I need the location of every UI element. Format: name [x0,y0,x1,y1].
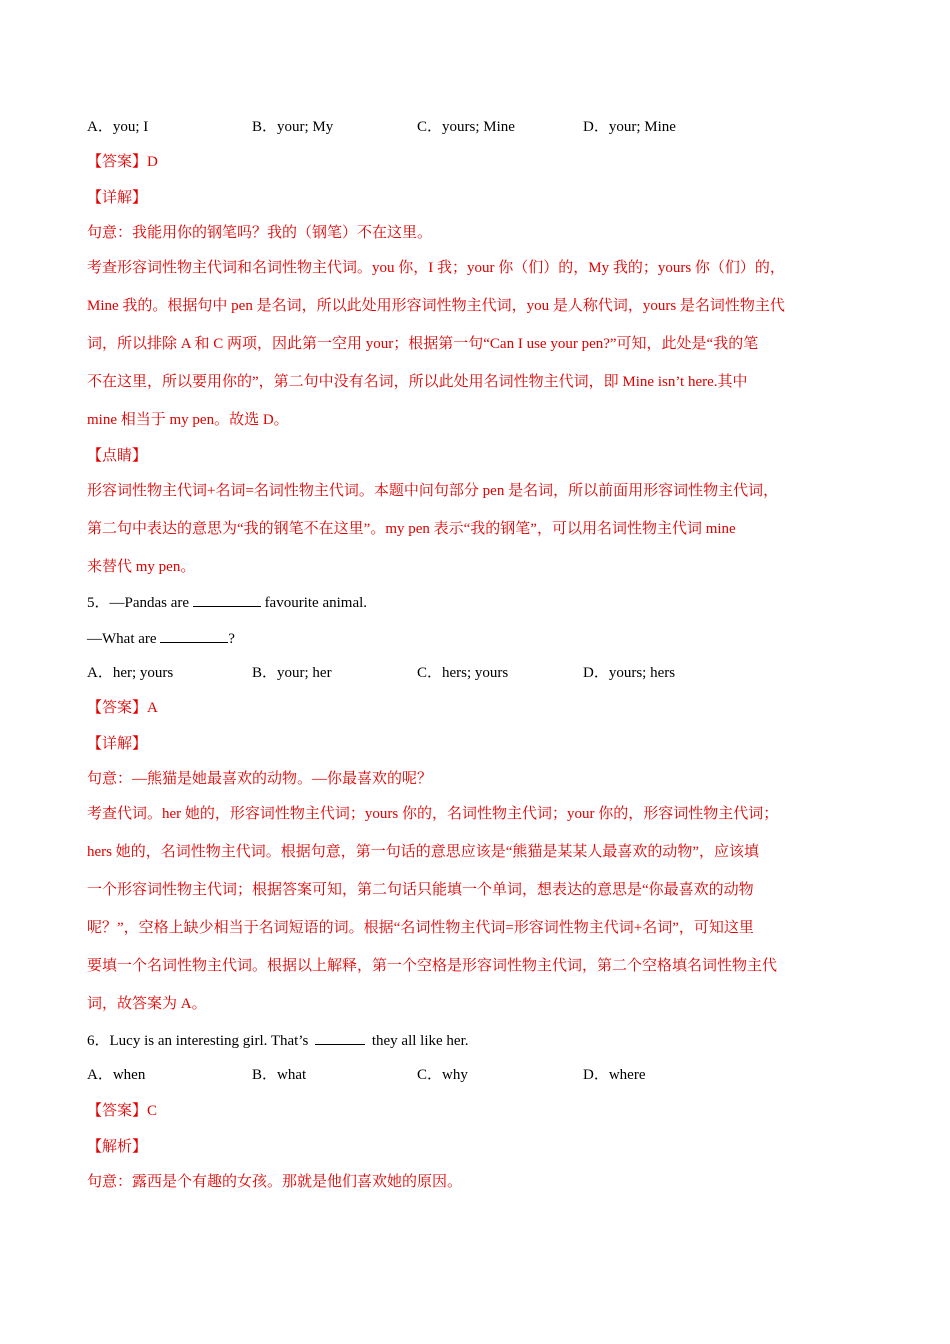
q4-detail-line: mine 相当于 my pen。故选 D。 [87,412,289,428]
q4-detail-label: 【详解】 [87,190,148,206]
q4-option-d: D．your; Mine [583,119,676,135]
q6-option-a: A．when [87,1067,146,1083]
q4-tip-line: 形容词性物主代词+名词=名词性物主代词。本题中问句部分 pen 是名词，所以前面用形容词性物主代词， [87,483,779,499]
q5-question-line-1 [87,592,367,613]
q5-blank-2 [160,628,228,643]
q5-blank-1 [193,592,261,607]
q4-detail-line: 不在这里，所以要用你的”，第二句中没有名词，所以此处用名词性物主代词，即 Mine isn’t here.其中 [87,374,748,390]
q5-detail-line: hers 她的，名词性物主代词。根据句意，第一句话的意思应该是“熊猫是某某人最喜欢的动物”，应该填 [87,844,760,860]
q4-detail-line: 句意：我能用你的钢笔吗？我的（钢笔）不在这里。 [87,225,433,241]
q5-option-b: B．your; her [252,665,332,681]
q6-option-d: D．where [583,1067,646,1083]
q4-detail-line: Mine 我的。根据句中 pen 是名词，所以此处用形容词性物主代词，you 是人称代词，yours 是名词性物主代 [87,298,785,314]
q6-analysis-label: 【解析】 [87,1139,148,1155]
q5-option-c: C．hers; yours [417,665,509,681]
q6-blank [315,1030,365,1045]
q5-text-a: 5．—Pandas are [87,595,193,611]
q5-text-c: —What are [87,631,161,647]
q6-analysis-line: 句意：露西是个有趣的女孩。那就是他们喜欢她的原因。 [87,1174,463,1190]
q4-answer: 【答案】D [87,154,158,170]
q4-option-b: B．your; My [252,119,334,135]
q6-text-b: they all like her. [368,1033,469,1049]
q4-option-c: C．yours; Mine [417,119,515,135]
q4-detail-line: 考查形容词性物主代词和名词性物主代词。you 你，I 我；your 你（们）的，My 我的；yours 你（们）的， [87,260,785,276]
q4-detail-line: 词，所以排除 A 和 C 两项，因此第一空用 your；根据第一句“Can I use your pen?”可知，此处是“我的笔 [87,336,759,352]
q5-detail-line: 句意：—熊猫是她最喜欢的动物。—你最喜欢的呢？ [87,771,433,787]
q5-detail-label: 【详解】 [87,736,148,752]
q6-option-b: B．what [252,1067,307,1083]
q4-tip-label: 【点睛】 [87,448,148,464]
q4-option-a: A．you; I [87,119,149,135]
q5-text-d: ? [228,631,235,647]
q5-detail-line: 一个形容词性物主代词；根据答案可知，第二句话只能填一个单词，想表达的意思是“你最喜欢的动物 [87,882,754,898]
q6-text-a: 6．Lucy is an interesting girl. That’s [87,1033,313,1049]
q5-option-a: A．her; yours [87,665,174,681]
q6-question-line [87,1030,469,1051]
q5-question-line-2 [87,628,235,649]
q6-answer: 【答案】C [87,1103,158,1119]
q5-detail-line: 呢？”，空格上缺少相当于名词短语的词。根据“名词性物主代词=形容词性物主代词+名词”，可知这里 [87,920,754,936]
q4-tip-line: 来替代 my pen。 [87,559,196,575]
q5-option-d: D．yours; hers [583,665,676,681]
q5-detail-line: 要填一个名词性物主代词。根据以上解释，第一个空格是形容词性物主代词，第二个空格填名词性物主代 [87,958,778,974]
q4-tip-line: 第二句中表达的意思为“我的钢笔不在这里”。my pen 表示“我的钢笔”，可以用名词性物主代词 mine [87,521,736,537]
q5-text-b: favourite animal. [260,595,368,611]
q5-answer: 【答案】A [87,700,158,716]
q5-detail-line: 词，故答案为 A。 [87,996,207,1012]
q6-option-c: C．why [417,1067,468,1083]
q5-detail-line: 考查代词。her 她的，形容词性物主代词；yours 你的，名词性物主代词；your 你的，形容词性物主代词； [87,806,779,822]
